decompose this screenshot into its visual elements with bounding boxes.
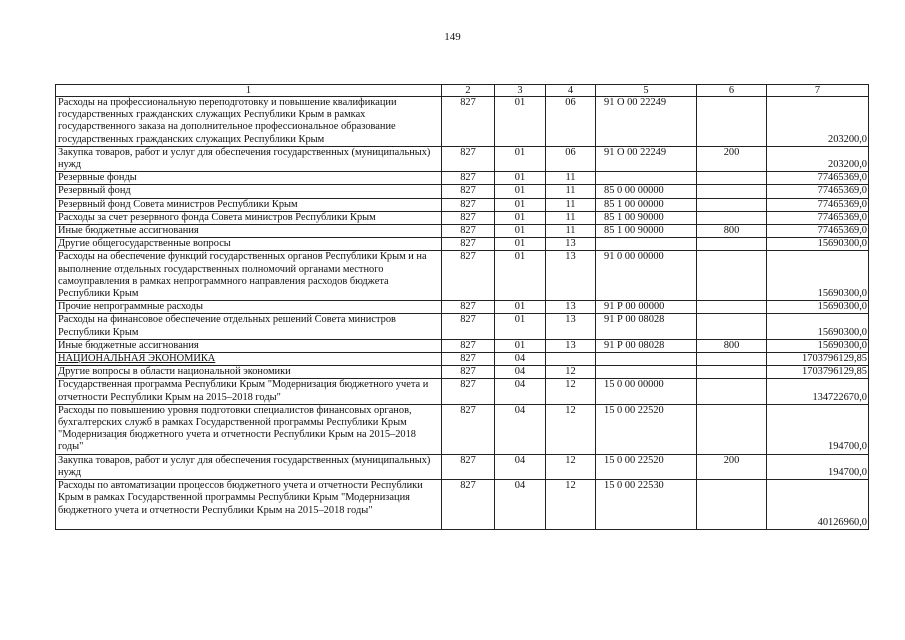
row-amount-cell: 15690300,0 — [767, 238, 869, 251]
row-subsection-cell — [546, 353, 596, 366]
row-target-cell: 91 Р 00 08028 — [596, 339, 697, 352]
row-type-cell — [697, 198, 767, 211]
row-type-cell — [697, 366, 767, 379]
row-subsection-cell: 13 — [546, 238, 596, 251]
row-target-cell: 85 1 00 90000 — [596, 211, 697, 224]
row-section-cell: 04 — [495, 454, 546, 479]
row-target-cell: 15 0 00 22520 — [596, 454, 697, 479]
row-subsection-cell: 12 — [546, 379, 596, 404]
row-type-cell — [697, 251, 767, 301]
row-subsection-cell: 12 — [546, 480, 596, 530]
row-subsection-cell: 11 — [546, 225, 596, 238]
row-name-cell: Расходы на финансовое обеспечение отдельных решений Совета министров Республики Крым — [56, 314, 442, 339]
row-amount-cell: 15690300,0 — [767, 251, 869, 301]
row-section-cell: 04 — [495, 404, 546, 454]
table-row — [56, 172, 869, 185]
row-code-cell: 827 — [442, 301, 495, 314]
row-name-cell: Государственная программа Республики Крым "Модернизация бюджетного учета и отчетности Республики Крым на 2015–2018 годы" — [56, 379, 442, 404]
row-name-cell: Другие общегосударственные вопросы — [56, 238, 442, 251]
row-subsection-cell: 11 — [546, 198, 596, 211]
row-target-cell: 15 0 00 22530 — [596, 480, 697, 530]
row-subsection-cell: 12 — [546, 454, 596, 479]
row-target-cell: 91 Р 00 08028 — [596, 314, 697, 339]
row-subsection-cell: 11 — [546, 185, 596, 198]
row-type-cell — [697, 314, 767, 339]
row-code-cell: 827 — [442, 97, 495, 147]
table-row — [56, 314, 869, 339]
row-code-cell: 827 — [442, 454, 495, 479]
row-code-cell: 827 — [442, 314, 495, 339]
row-subsection-cell: 11 — [546, 172, 596, 185]
table-row — [56, 353, 869, 366]
row-target-cell: 85 1 00 90000 — [596, 225, 697, 238]
row-target-cell: 15 0 00 00000 — [596, 379, 697, 404]
table-row — [56, 211, 869, 224]
row-type-cell: 200 — [697, 146, 767, 171]
row-type-cell — [697, 353, 767, 366]
row-name-cell: Расходы за счет резервного фонда Совета министров Республики Крым — [56, 211, 442, 224]
row-section-cell: 01 — [495, 198, 546, 211]
row-section-cell: 01 — [495, 225, 546, 238]
row-name-cell: Иные бюджетные ассигнования — [56, 225, 442, 238]
header-col-4: 4 — [546, 85, 596, 97]
header-col-5: 5 — [596, 85, 697, 97]
row-type-cell — [697, 238, 767, 251]
row-section-cell: 04 — [495, 379, 546, 404]
row-amount-cell: 194700,0 — [767, 454, 869, 479]
row-type-cell — [697, 404, 767, 454]
row-name-cell: Иные бюджетные ассигнования — [56, 339, 442, 352]
table-row — [56, 480, 869, 530]
row-amount-cell: 40126960,0 — [767, 480, 869, 530]
row-code-cell: 827 — [442, 238, 495, 251]
row-type-cell — [697, 379, 767, 404]
row-target-cell: 91 Р 00 00000 — [596, 301, 697, 314]
row-target-cell — [596, 172, 697, 185]
row-target-cell: 85 1 00 00000 — [596, 198, 697, 211]
row-section-cell: 01 — [495, 251, 546, 301]
table-header-row — [56, 85, 869, 97]
row-code-cell: 827 — [442, 339, 495, 352]
row-amount-cell: 15690300,0 — [767, 339, 869, 352]
row-section-cell: 01 — [495, 339, 546, 352]
row-subsection-cell: 06 — [546, 146, 596, 171]
row-code-cell: 827 — [442, 172, 495, 185]
row-amount-cell: 77465369,0 — [767, 185, 869, 198]
table-row — [56, 366, 869, 379]
row-amount-cell: 194700,0 — [767, 404, 869, 454]
table-row — [56, 185, 869, 198]
row-code-cell: 827 — [442, 198, 495, 211]
row-section-cell: 01 — [495, 314, 546, 339]
row-amount-cell: 77465369,0 — [767, 172, 869, 185]
row-amount-cell: 203200,0 — [767, 146, 869, 171]
row-code-cell: 827 — [442, 404, 495, 454]
row-section-cell: 01 — [495, 172, 546, 185]
table-row — [56, 379, 869, 404]
row-section-cell: 01 — [495, 185, 546, 198]
page-number: 149 — [444, 31, 461, 43]
table-row — [56, 146, 869, 171]
table-row — [56, 238, 869, 251]
row-section-cell: 01 — [495, 238, 546, 251]
row-subsection-cell: 13 — [546, 339, 596, 352]
row-name-cell: Расходы по автоматизации процессов бюджетного учета и отчетности Республики Крым в рамках Государственной программы Республики Крым "Модернизация бюджетного учета и отчетности Республики Крым на 2015–2018 годы" — [56, 480, 442, 530]
row-subsection-cell: 06 — [546, 97, 596, 147]
header-col-6: 6 — [697, 85, 767, 97]
row-name-cell: НАЦИОНАЛЬНАЯ ЭКОНОМИКА — [56, 353, 442, 366]
row-code-cell: 827 — [442, 146, 495, 171]
row-name-cell: Расходы на профессиональную переподготовку и повышение квалификации государственных гражданских служащих Республики Крым в рамках государственного заказа на дополнительное профессиональное образование государственных гражданских служащих Республики Крым — [56, 97, 442, 147]
row-section-cell: 01 — [495, 97, 546, 147]
header-col-7: 7 — [767, 85, 869, 97]
row-amount-cell: 77465369,0 — [767, 225, 869, 238]
row-section-cell: 01 — [495, 211, 546, 224]
row-subsection-cell: 11 — [546, 211, 596, 224]
row-code-cell: 827 — [442, 185, 495, 198]
table-row — [56, 225, 869, 238]
row-target-cell — [596, 366, 697, 379]
header-col-1: 1 — [56, 85, 442, 97]
row-amount-cell: 15690300,0 — [767, 314, 869, 339]
row-code-cell: 827 — [442, 353, 495, 366]
table-row — [56, 339, 869, 352]
row-subsection-cell: 12 — [546, 404, 596, 454]
row-amount-cell: 15690300,0 — [767, 301, 869, 314]
row-target-cell: 15 0 00 22520 — [596, 404, 697, 454]
row-code-cell: 827 — [442, 480, 495, 530]
row-code-cell: 827 — [442, 366, 495, 379]
row-subsection-cell: 13 — [546, 314, 596, 339]
budget-table — [55, 84, 869, 530]
table-row — [56, 301, 869, 314]
row-name-cell: Резервный фонд Совета министров Республики Крым — [56, 198, 442, 211]
row-subsection-cell: 13 — [546, 301, 596, 314]
row-amount-cell: 77465369,0 — [767, 211, 869, 224]
row-type-cell: 800 — [697, 339, 767, 352]
row-section-cell: 04 — [495, 480, 546, 530]
row-code-cell: 827 — [442, 225, 495, 238]
row-target-cell: 91 О 00 22249 — [596, 97, 697, 147]
row-name-cell: Другие вопросы в области национальной экономики — [56, 366, 442, 379]
row-type-cell — [697, 185, 767, 198]
table-row — [56, 404, 869, 454]
table-row — [56, 198, 869, 211]
row-section-cell: 04 — [495, 366, 546, 379]
row-name-cell: Резервный фонд — [56, 185, 442, 198]
row-amount-cell: 203200,0 — [767, 97, 869, 147]
row-type-cell — [697, 480, 767, 530]
row-name-cell: Закупка товаров, работ и услуг для обеспечения государственных (муниципальных) нужд — [56, 146, 442, 171]
table-row — [56, 251, 869, 301]
row-type-cell — [697, 97, 767, 147]
table-row — [56, 97, 869, 147]
row-subsection-cell: 13 — [546, 251, 596, 301]
row-subsection-cell: 12 — [546, 366, 596, 379]
row-type-cell: 200 — [697, 454, 767, 479]
header-col-3: 3 — [495, 85, 546, 97]
row-code-cell: 827 — [442, 379, 495, 404]
row-amount-cell: 134722670,0 — [767, 379, 869, 404]
row-target-cell — [596, 238, 697, 251]
row-target-cell — [596, 353, 697, 366]
row-amount-cell: 1703796129,85 — [767, 353, 869, 366]
row-type-cell — [697, 172, 767, 185]
row-amount-cell: 77465369,0 — [767, 198, 869, 211]
row-target-cell: 85 0 00 00000 — [596, 185, 697, 198]
row-code-cell: 827 — [442, 211, 495, 224]
row-type-cell — [697, 301, 767, 314]
row-name-cell: Закупка товаров, работ и услуг для обеспечения государственных (муниципальных) нужд — [56, 454, 442, 479]
row-section-cell: 01 — [495, 146, 546, 171]
row-target-cell: 91 О 00 22249 — [596, 146, 697, 171]
row-name-cell: Резервные фонды — [56, 172, 442, 185]
table-row — [56, 454, 869, 479]
row-code-cell: 827 — [442, 251, 495, 301]
row-section-cell: 01 — [495, 301, 546, 314]
row-type-cell: 800 — [697, 225, 767, 238]
row-name-cell: Расходы по повышению уровня подготовки специалистов финансовых органов, бухгалтерских служб в рамках Государственной программы Республики Крым "Модернизация бюджетного учета и отчетности Республики Крым на 2015–2018 годы" — [56, 404, 442, 454]
row-section-cell: 04 — [495, 353, 546, 366]
header-col-2: 2 — [442, 85, 495, 97]
row-amount-cell: 1703796129,85 — [767, 366, 869, 379]
row-type-cell — [697, 211, 767, 224]
row-target-cell: 91 0 00 00000 — [596, 251, 697, 301]
row-name-cell: Расходы на обеспечение функций государственных органов Республики Крым и на выполнение отдельных государственных полномочий органами местного самоуправления в рамках непрограммного направления расходов бюджета Республики Крым — [56, 251, 442, 301]
row-name-cell: Прочие непрограммные расходы — [56, 301, 442, 314]
